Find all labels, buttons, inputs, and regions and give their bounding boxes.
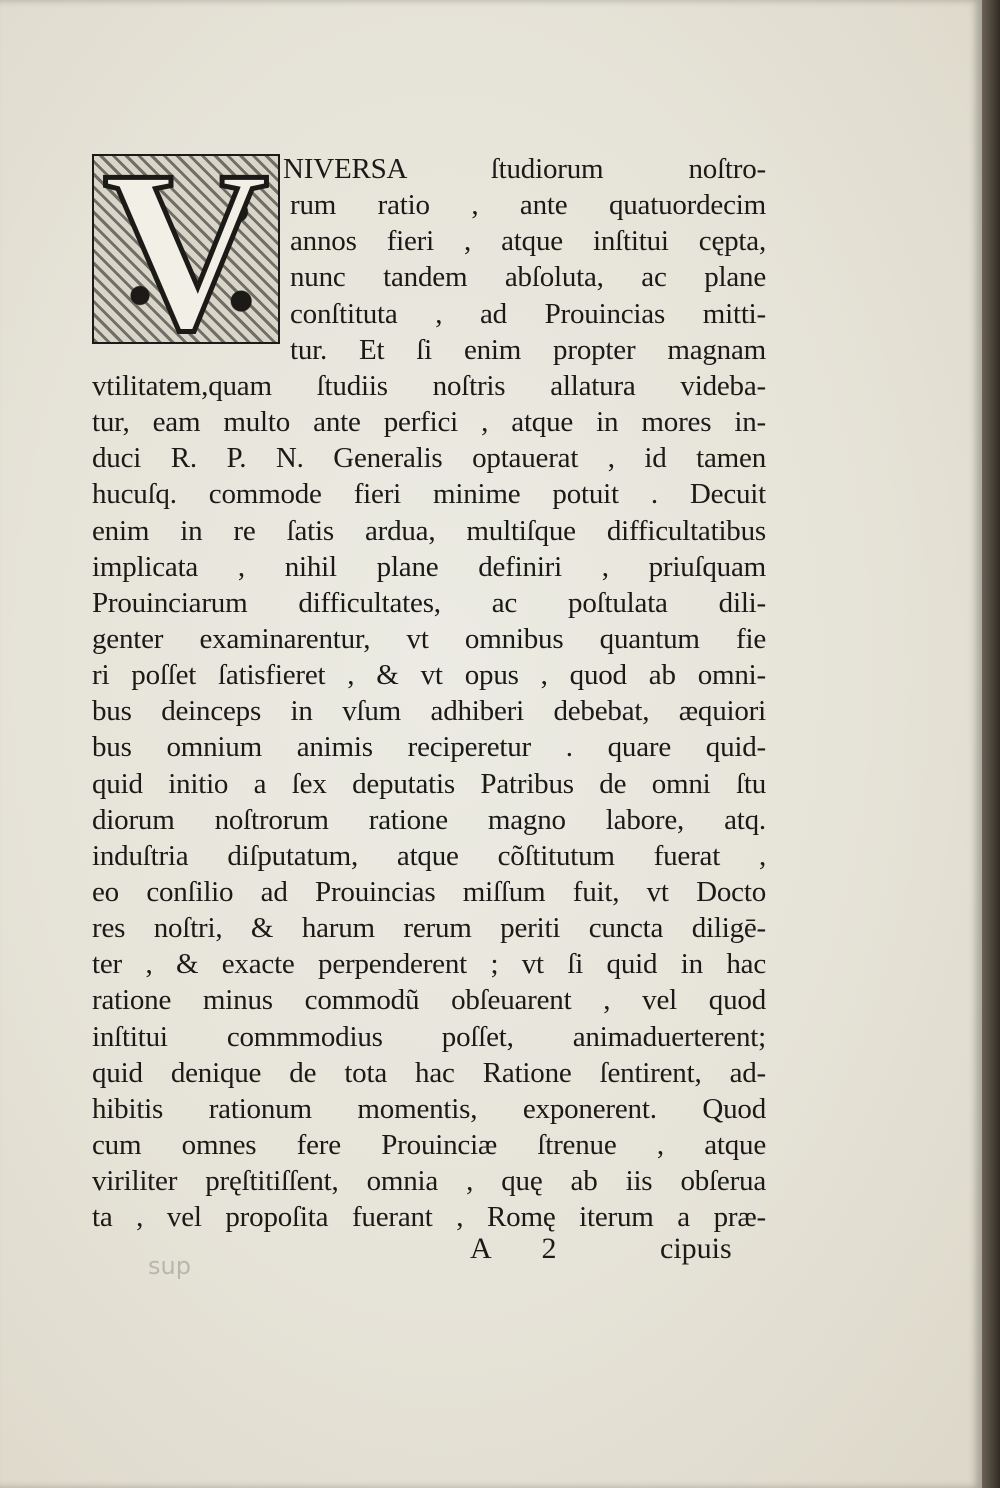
decorated-initial-v (92, 154, 280, 344)
text-line: tur. Et ſi enim propter magnam (290, 333, 766, 366)
text-line: inſtitui commmodius poſſet, animaduerterent; (92, 1020, 766, 1053)
text-line: induſtria diſputatum, atque cõſtitutum fuerat , (92, 839, 766, 872)
text-line: vtilitatem,quam ſtudiis noſtris allatura videba- (92, 369, 766, 402)
text-line: annos fieri , atque inſtitui cępta, (290, 225, 766, 258)
text-line: rum ratio , ante quatuordecim (290, 189, 766, 222)
text-line: viriliter pręſtitiſſent, omnia , quę ab iis obſerua (92, 1165, 766, 1198)
text-line: nunc tandem abſoluta, ac plane (290, 261, 766, 294)
text-line: bus omnium animis reciperetur . quare quid- (92, 731, 766, 764)
pencil-note: sup (148, 1252, 191, 1280)
text-line: duci R. P. N. Generalis optauerat , id tamen (92, 442, 766, 475)
text-line: quid initio a ſex deputatis Patribus de omni ſtu (92, 767, 766, 800)
catchword: cipuis (660, 1232, 732, 1265)
text-line: genter examinarentur, vt omnibus quantum fie (92, 622, 766, 655)
text-line: bus deinceps in vſum adhiberi debebat, æquiori (92, 695, 766, 728)
dropcap-letter: V (102, 154, 270, 344)
text-line: eo conſilio ad Prouincias miſſum fuit, vt Docto (92, 876, 766, 908)
text-line: ta , vel propoſita fuerant , Romę iterum a præ- (92, 1201, 766, 1234)
signature-mark: A 2 (470, 1232, 579, 1265)
text-line: tur, eam multo ante perfici , atque in mores in- (92, 406, 766, 439)
book-edge (982, 0, 1000, 1488)
text-line: conſtituta , ad Prouincias mitti- (290, 297, 766, 330)
text-line: quid denique de tota hac Ratione ſentirent, ad- (92, 1056, 766, 1089)
text-line: ter , & exacte perpenderent ; vt ſi quid in hac (92, 948, 766, 981)
text-line: res noſtri, & harum rerum periti cuncta diligē- (92, 912, 766, 945)
text-line: hucuſq. commode fieri minime potuit . Decuit (92, 478, 766, 511)
text-line: ratione minus commodũ obſeuarent , vel quod (92, 984, 766, 1017)
text-line: cum omnes fere Prouinciæ ſtrenue , atque (92, 1129, 766, 1162)
text-line: diorum noſtrorum ratione magno labore, atq. (92, 803, 766, 836)
text-line: implicata , nihil plane definiri , priuſquam (92, 550, 766, 583)
text-line: enim in re ſatis ardua, multiſque difficultatibus (92, 514, 766, 547)
text-line: Prouinciarum difficultates, ac poſtulata dili- (92, 586, 766, 619)
text-line: NIVERSA ſtudiorum noſtro- (283, 153, 766, 185)
text-line: ri poſſet ſatisfieret , & vt opus , quod ab omni- (92, 659, 766, 692)
text-line: hibitis rationum momentis, exponerent. Quod (92, 1092, 766, 1125)
